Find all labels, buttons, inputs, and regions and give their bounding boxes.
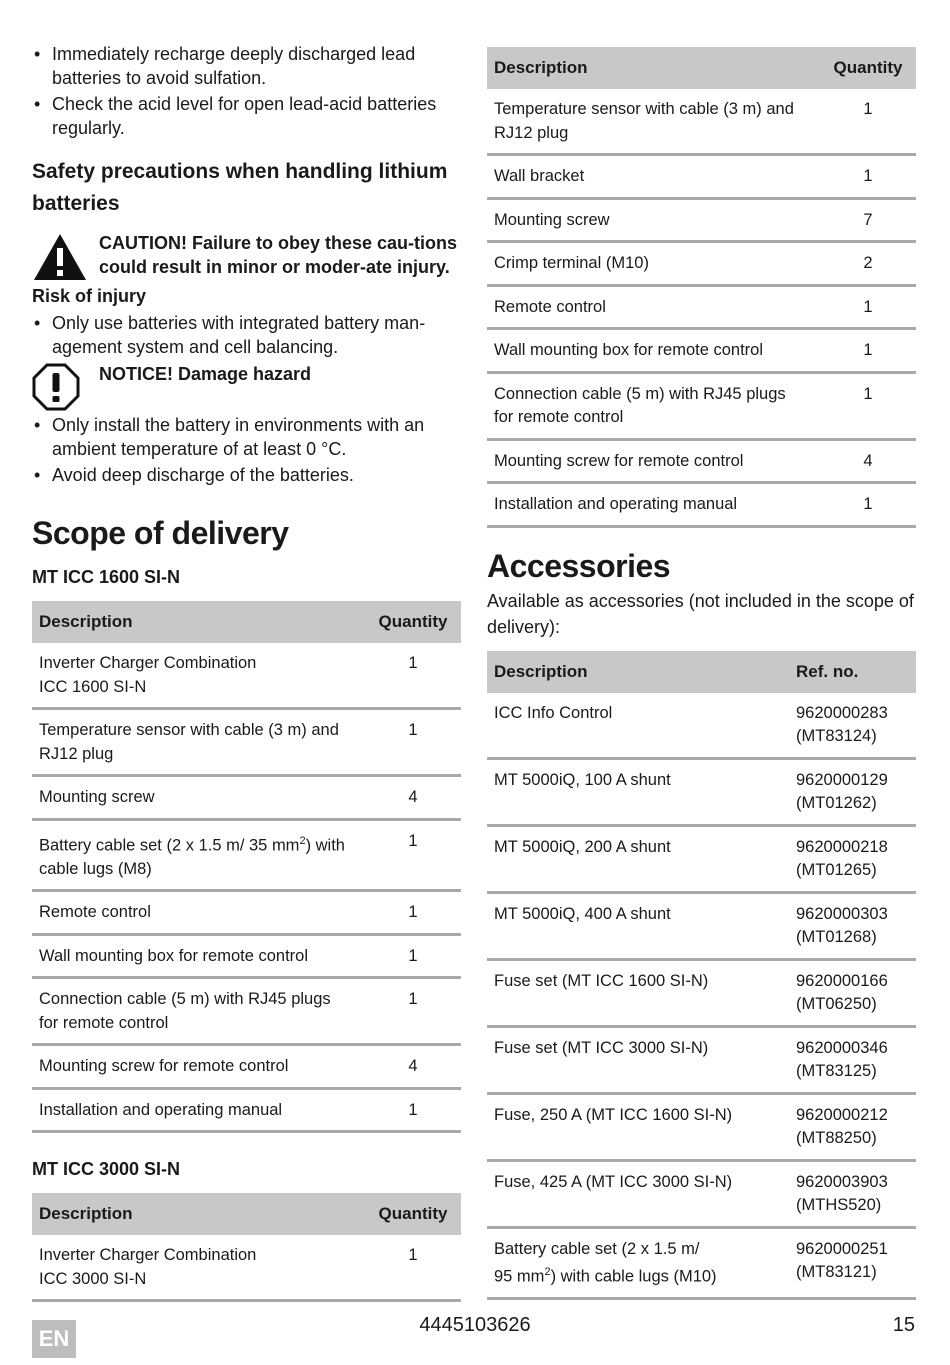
cell-ref-no: 9620000251 (MT83121) (789, 1227, 916, 1299)
cell-ref-no: 9620000218 (MT01265) (789, 825, 916, 892)
column-header-quantity: Quantity (365, 601, 461, 643)
table-row (487, 89, 916, 155)
cell-quantity: 1 (820, 285, 916, 329)
table-row (32, 934, 461, 978)
cell-description: Connection cable (5 m) with RJ45 plugs for remote control (487, 372, 820, 439)
column-header-quantity: Quantity (365, 1193, 461, 1235)
cell-ref-no: 9620000283 (MT83124) (789, 693, 916, 759)
cell-ref-no: 9620000129 (MT01262) (789, 758, 916, 825)
lead-battery-bullets (32, 42, 461, 140)
cell-description: Inverter Charger Combination ICC 3000 SI-N (32, 1235, 365, 1301)
cell-quantity: 4 (820, 439, 916, 483)
notice-octagon-icon (32, 363, 80, 416)
notice-block (32, 363, 461, 413)
table-row (487, 693, 916, 759)
table-row (487, 1093, 916, 1160)
cell-description: Fuse, 250 A (MT ICC 1600 SI-N) (487, 1093, 789, 1160)
notice-bullets (32, 413, 461, 487)
cell-description: MT 5000iQ, 200 A shunt (487, 825, 789, 892)
cell-quantity: 1 (365, 891, 461, 935)
table-row (32, 709, 461, 776)
warning-triangle-icon (32, 232, 88, 287)
table-row (32, 978, 461, 1045)
cell-description: Wall bracket (487, 155, 820, 199)
page-number: 15 (892, 1314, 915, 1336)
list-item: • Only use batteries with integrated battery man-agement system and cell balancing. (32, 311, 461, 359)
cell-quantity: 1 (365, 978, 461, 1045)
list-item: • Check the acid level for open lead-acid batteries regularly. (32, 92, 461, 140)
cell-ref-no: 9620000166 (MT06250) (789, 959, 916, 1026)
notice-text: NOTICE! Damage hazard (99, 364, 312, 384)
cell-description: Mounting screw for remote control (32, 1045, 365, 1089)
table-row (487, 959, 916, 1026)
cell-quantity: 7 (820, 198, 916, 242)
cell-quantity: 4 (365, 1045, 461, 1089)
scope-table-1600 (32, 601, 461, 1133)
cell-description: Temperature sensor with cable (3 m) and RJ12 plug (487, 89, 820, 155)
cell-quantity: 1 (365, 934, 461, 978)
cell-description: Battery cable set (2 x 1.5 m/ 35 $mm^2$) with cable lugs (M8) (32, 819, 365, 891)
cell-quantity: 2 (820, 242, 916, 286)
column-header-description: Description (32, 1193, 365, 1235)
table-row (487, 825, 916, 892)
table-row (32, 1235, 461, 1301)
cell-quantity: 1 (820, 483, 916, 527)
left-column (32, 0, 461, 1302)
cell-description: Installation and operating manual (32, 1088, 365, 1132)
table-row (487, 329, 916, 373)
cell-description: Remote control (487, 285, 820, 329)
table-row (32, 776, 461, 820)
table-row (487, 1160, 916, 1227)
list-item: • Immediately recharge deeply discharged lead batteries to avoid sulfation. (32, 42, 461, 90)
scope-heading: Scope of delivery (32, 515, 289, 551)
cell-description: Fuse, 425 A (MT ICC 3000 SI-N) (487, 1160, 789, 1227)
caution-text: CAUTION! Failure to obey these cau-tions could result in minor or moder-ate injury. (99, 233, 458, 277)
column-header-quantity: Quantity (820, 47, 916, 89)
column-header-description: Description (487, 651, 789, 693)
cell-ref-no: 9620000346 (MT83125) (789, 1026, 916, 1093)
cell-description: MT 5000iQ, 400 A shunt (487, 892, 789, 959)
scope-table-3000-part2 (487, 47, 916, 528)
table-row (487, 758, 916, 825)
cell-quantity: 1 (820, 89, 916, 155)
table-row (487, 483, 916, 527)
document-number: 4445103626 (419, 1314, 531, 1336)
cell-description: Crimp terminal (M10) (487, 242, 820, 286)
cell-quantity: 1 (820, 329, 916, 373)
cell-quantity: 1 (820, 155, 916, 199)
list-item: • Only install the battery in environments with an ambient temperature of at least 0 °C. (32, 413, 461, 461)
cell-description: ICC Info Control (487, 693, 789, 759)
cell-description: Connection cable (5 m) with RJ45 plugs for remote control (32, 978, 365, 1045)
language-badge: EN (32, 1320, 76, 1358)
risk-heading: Risk of injury (32, 286, 147, 306)
scope-table-3000-part1 (32, 1193, 461, 1302)
cell-description: Mounting screw (487, 198, 820, 242)
accessories-heading: Accessories (487, 547, 671, 584)
cell-ref-no: 9620000212 (MT88250) (789, 1093, 916, 1160)
cell-quantity: 1 (365, 1088, 461, 1132)
list-item: • Avoid deep discharge of the batteries. (32, 463, 461, 487)
accessories-intro: Available as accessories (not included in the scope of delivery): (487, 590, 914, 637)
caution-block (32, 232, 461, 282)
cell-quantity: 1 (365, 643, 461, 709)
cell-description: Battery cable set (2 x 1.5 m/ 95 $mm^2$) with cable lugs (M10) (487, 1227, 789, 1299)
cell-quantity: 1 (365, 1235, 461, 1301)
table-row (487, 372, 916, 439)
table-row (487, 1227, 916, 1299)
cell-description: Fuse set (MT ICC 3000 SI-N) (487, 1026, 789, 1093)
risk-bullets (32, 311, 461, 359)
cell-description: Wall mounting box for remote control (32, 934, 365, 978)
table-row (487, 285, 916, 329)
cell-ref-no: 9620000303 (MT01268) (789, 892, 916, 959)
table-row (487, 892, 916, 959)
cell-ref-no: 9620003903 (MTHS520) (789, 1160, 916, 1227)
table-row (32, 643, 461, 709)
safety-heading: Safety precautions when handling lithium batteries (32, 160, 448, 215)
table-row (32, 819, 461, 891)
cell-description: MT 5000iQ, 100 A shunt (487, 758, 789, 825)
table-row (487, 155, 916, 199)
cell-description: Inverter Charger Combination ICC 1600 SI-N (32, 643, 365, 709)
cell-description: Fuse set (MT ICC 1600 SI-N) (487, 959, 789, 1026)
cell-description: Remote control (32, 891, 365, 935)
cell-quantity: 1 (365, 819, 461, 891)
cell-description: Wall mounting box for remote control (487, 329, 820, 373)
cell-description: Mounting screw (32, 776, 365, 820)
column-header-ref-no: Ref. no. (789, 651, 916, 693)
column-header-description: Description (487, 47, 820, 89)
right-column (487, 0, 916, 1300)
column-header-description: Description (32, 601, 365, 643)
cell-description: Temperature sensor with cable (3 m) and RJ12 plug (32, 709, 365, 776)
cell-quantity: 4 (365, 776, 461, 820)
table-row (487, 242, 916, 286)
table-row (487, 1026, 916, 1093)
cell-description: Installation and operating manual (487, 483, 820, 527)
model-1600-heading: MT ICC 1600 SI-N (32, 567, 181, 587)
accessories-table (487, 651, 916, 1301)
table-row (32, 1045, 461, 1089)
table-row (487, 439, 916, 483)
model-3000-heading: MT ICC 3000 SI-N (32, 1159, 181, 1179)
table-row (487, 198, 916, 242)
cell-description: Mounting screw for remote control (487, 439, 820, 483)
cell-quantity: 1 (365, 709, 461, 776)
cell-quantity: 1 (820, 372, 916, 439)
table-row (32, 1088, 461, 1132)
table-row (32, 891, 461, 935)
